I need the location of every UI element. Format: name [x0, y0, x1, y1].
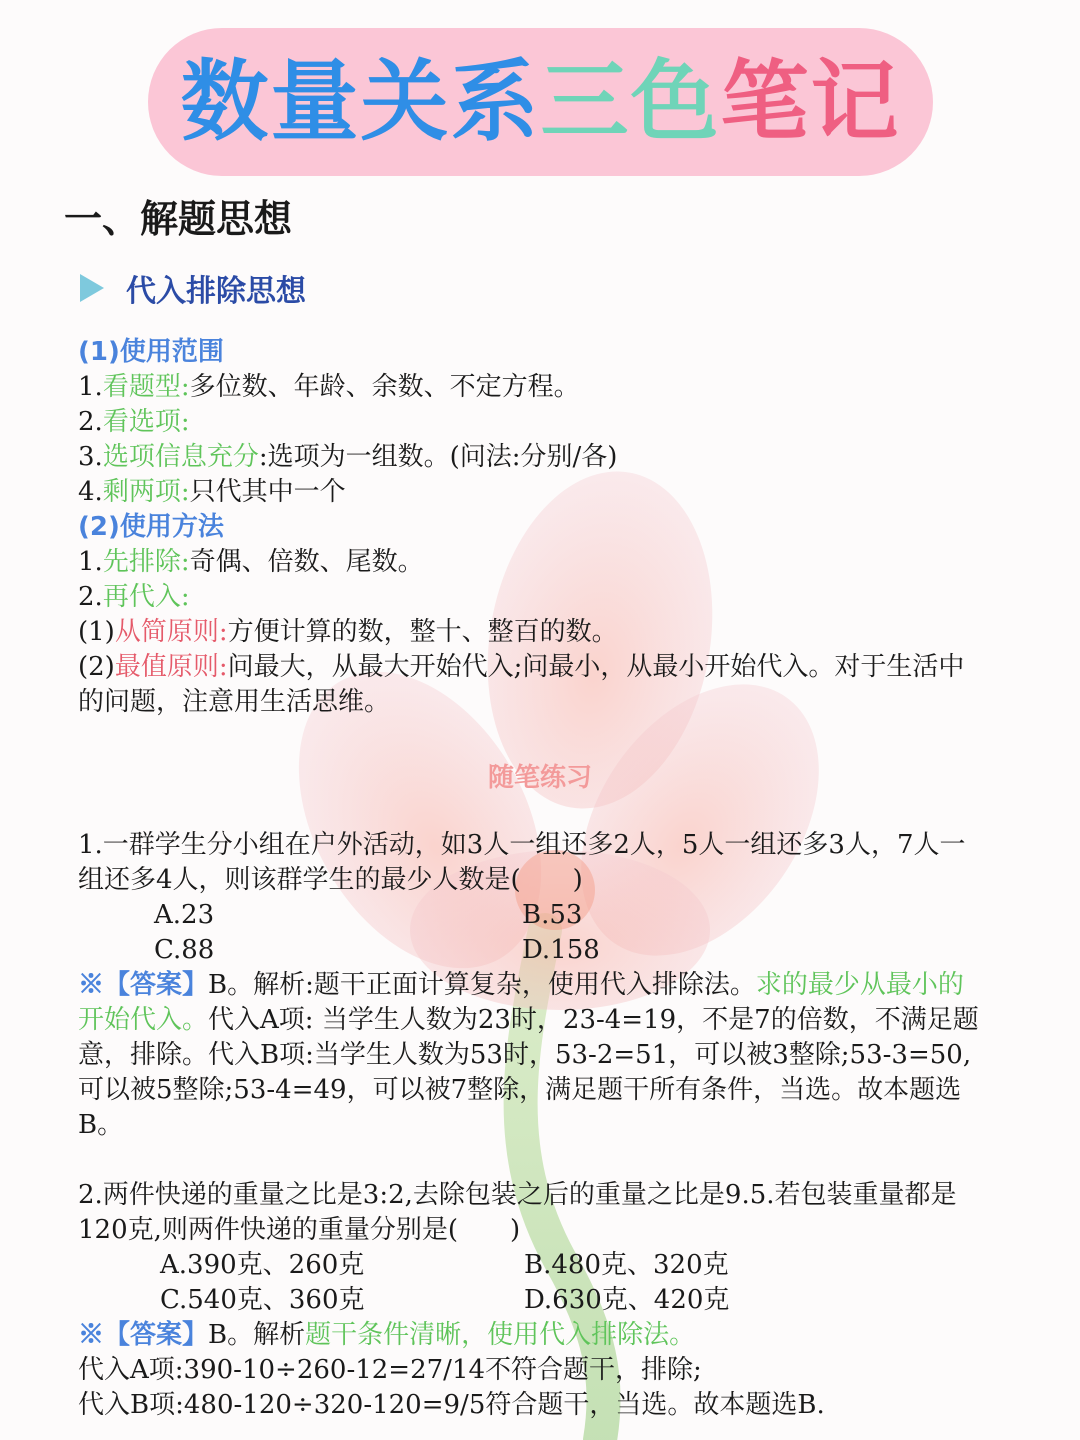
q1-option-a: A.23 [154, 900, 215, 930]
title-part-1: 数量关系 [180, 50, 541, 153]
method-rule-2-cont: 的问题，注意用生活思维。 [78, 687, 391, 717]
subsection-heading [80, 266, 306, 310]
q2-option-c: C.540克、360克 [160, 1285, 365, 1315]
section-heading: 一、解题思想 [64, 196, 293, 241]
scope-heading: (1)使用范围 [78, 337, 224, 367]
q2-answer-line-2: 代入A项:390-10÷260-12=27/14不符合题干，排除; [78, 1355, 702, 1385]
q1-option-c: C.88 [154, 935, 215, 965]
q1-option-d: D.158 [522, 935, 600, 965]
answer-mark: ※【答案】 [78, 970, 209, 1000]
q2-stem-line-1: 2.两件快递的重量之比是3:2,去除包装之后的重量之比是9.5.若包装重量都是 [78, 1180, 957, 1210]
q1-answer-line-5: B。 [78, 1110, 124, 1140]
method-heading: (2)使用方法 [78, 512, 224, 542]
method-item-1: 1.先排除:奇偶、倍数、尾数。 [78, 547, 424, 577]
q1-option-b: B.53 [522, 900, 583, 930]
title-banner [148, 28, 933, 176]
title-part-2: 三色 [540, 50, 721, 153]
practice-label: 随笔练习 [487, 763, 592, 793]
answer-mark: ※【答案】 [78, 1320, 209, 1350]
method-item-2: 2.再代入: [78, 582, 190, 612]
q1-answer-line-4: 可以被5整除;53-4=49，可以被7整除，满足题干所有条件，当选。故本题选 [78, 1075, 962, 1105]
q2-option-b: B.480克、320克 [524, 1250, 729, 1280]
q2-option-a: A.390克、260克 [160, 1250, 365, 1280]
q1-stem-line-1: 1.一群学生分小组在户外活动，如3人一组还多2人，5人一组还多3人，7人一 [78, 830, 966, 860]
triangle-bullet-icon [80, 274, 104, 302]
q2-answer-line-3: 代入B项:480-120÷320-120=9/5符合题干，当选。故本题选B. [78, 1390, 825, 1420]
q2-stem-line-2: 120克,则两件快递的重量分别是( ) [78, 1215, 521, 1245]
scope-item-2: 2.看选项: [78, 407, 190, 437]
scope-item-3: 3.选项信息充分:选项为一组数。(问法:分别/各) [78, 442, 618, 472]
method-rule-1: (1)从简原则:方便计算的数，整十、整百的数。 [78, 617, 618, 647]
scope-item-4: 4.剩两项:只代其中一个 [78, 477, 346, 507]
title-part-3: 笔记 [720, 50, 901, 153]
subsection-label: 代入排除思想 [126, 274, 306, 309]
q2-answer-line-1: ※【答案】B。解析题干条件清晰，使用代入排除法。 [78, 1320, 696, 1350]
scope-item-1: 1.看题型:多位数、年龄、余数、不定方程。 [78, 372, 580, 402]
q1-answer-line-3: 意，排除。代入B项:当学生人数为53时，53-2=51，可以被3整除;53-3=50, [78, 1040, 972, 1070]
q1-stem-line-2: 组还多4人，则该群学生的最少人数是( ) [78, 865, 583, 895]
method-rule-2: (2)最值原则:问最大，从最大开始代入;问最小，从最小开始代入。对于生活中 [78, 652, 965, 682]
q2-option-d: D.630克、420克 [524, 1285, 730, 1315]
q1-answer-line-2: 开始代入。代入A项: 当学生人数为23时，23-4=19，不是7的倍数，不满足题 [78, 1005, 979, 1035]
q1-answer-line-1: ※【答案】B。解析:题干正面计算复杂，使用代入排除法。求的最少从最小的 [78, 970, 964, 1000]
